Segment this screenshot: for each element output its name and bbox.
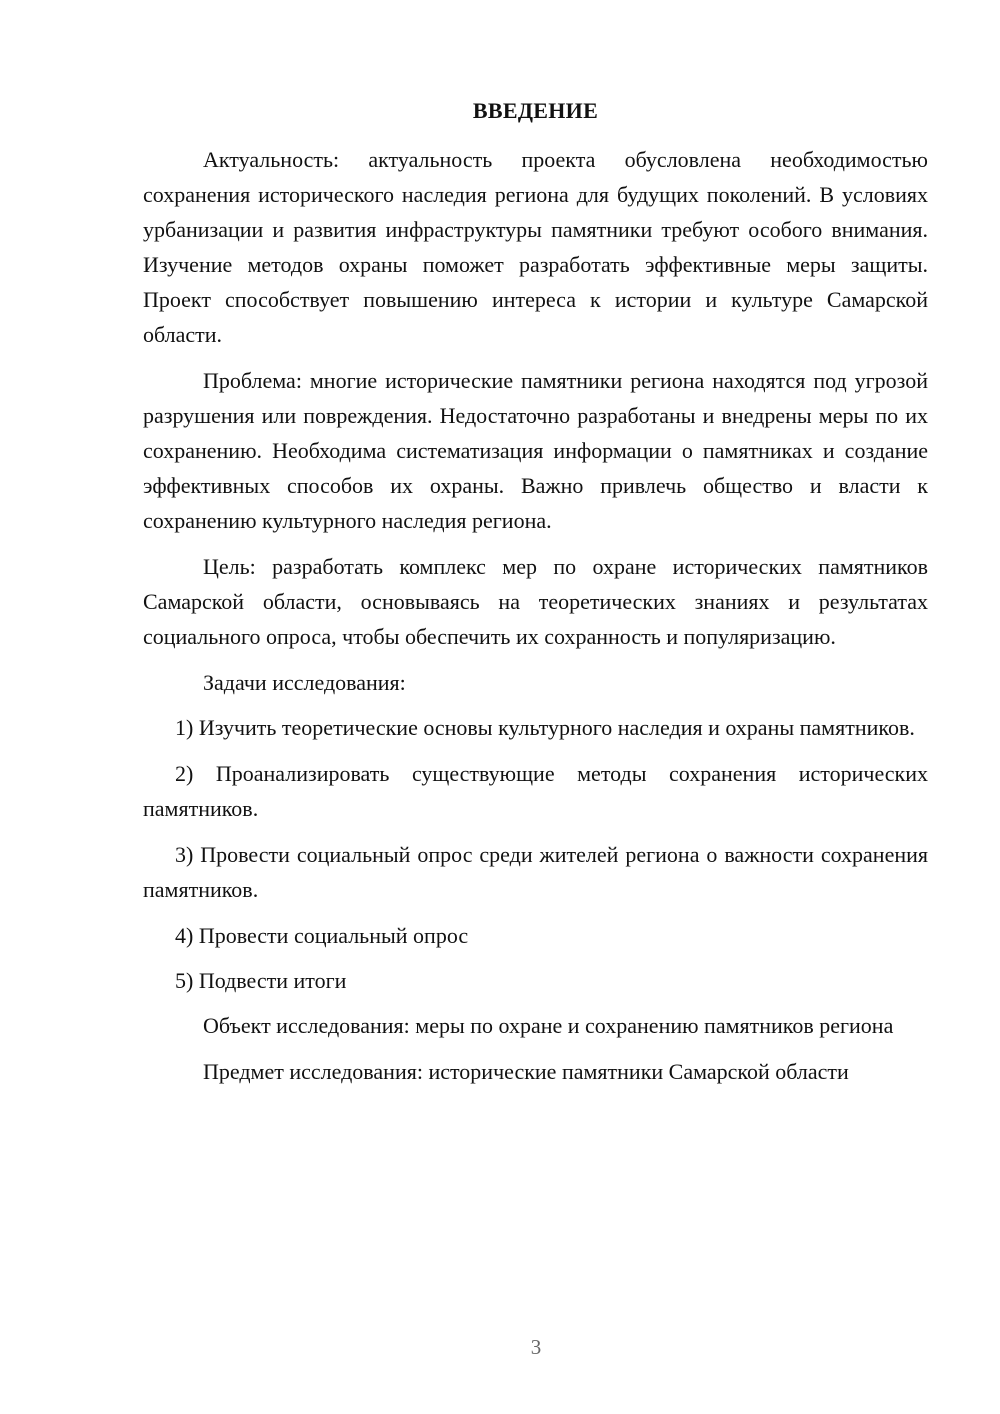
task-item-1: 1) Изучить теоретические основы культурного наследия и охраны памятников.	[175, 715, 915, 740]
task-item-2: 2) Проанализировать существующие методы сохранения исторических памятников.	[143, 761, 928, 821]
section-title: ВВЕДЕНИЕ	[472, 98, 599, 123]
paragraph-relevance: Актуальность: актуальность проекта обусловлена необходимостью сохранения исторического наследия региона для будущих поколений. В условиях урбанизации и развития инфраструктуры памятники требуют особого внимания. Изучение методов охраны поможет разработать эффективные меры защиты. Проект способствует повышению интереса к истории и культуре Самарской области.	[143, 147, 928, 347]
paragraph-object: Объект исследования: меры по охране и сохранению памятников региона	[203, 1013, 894, 1038]
task-item-3: 3) Провести социальный опрос среди жителей региона о важности сохранения памятников.	[143, 842, 928, 902]
paragraph-tasks-heading: Задачи исследования:	[203, 670, 406, 695]
paragraph-subject: Предмет исследования: исторические памятники Самарской области	[203, 1059, 849, 1084]
paragraph-goal: Цель: разработать комплекс мер по охране исторических памятников Самарской области, основываясь на теоретических знаниях и результатах социального опроса, чтобы обеспечить их сохранность и популяризацию.	[143, 554, 928, 649]
document-body	[143, 96, 928, 1100]
paragraph-problem: Проблема: многие исторические памятники региона находятся под угрозой разрушения или повреждения. Недостаточно разработаны и внедрены меры по их сохранению. Необходима систематизация информации о памятниках и создание эффективных способов их охраны. Важно привлечь общество и власти к сохранению культурного наследия региона.	[143, 368, 928, 533]
task-item-4: 4) Провести социальный опрос	[175, 923, 469, 948]
task-item-5: 5) Подвести итоги	[175, 968, 347, 993]
page-number: 3	[530, 1335, 542, 1359]
